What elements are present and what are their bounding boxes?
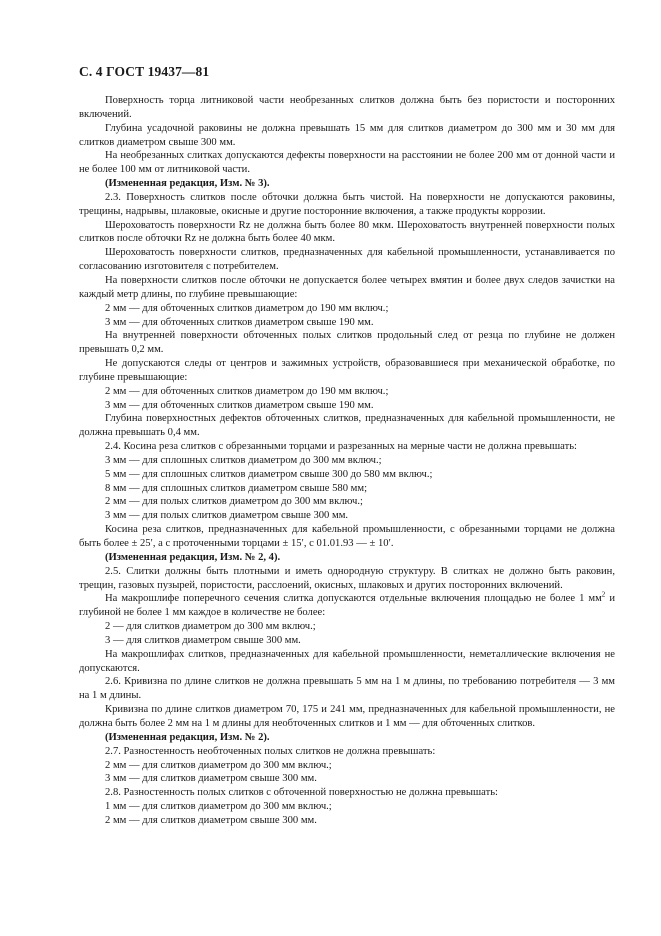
paragraph-2-6: 2.6. Кривизна по длине слитков не должна превышать 5 мм на 1 м длины, по требованию потребителя — 3 мм на 1 м длины.	[79, 676, 615, 702]
paragraph-2-8: 2.8. Разностенность полых слитков с обточенной поверхностью не должна превышать:	[105, 787, 498, 799]
list-item: 3 мм — для слитков диаметром свыше 300 мм.	[105, 773, 317, 785]
paragraph: Кривизна по длине слитков диаметром 70, 175 и 241 мм, предназначенных для кабельной промышленности, не должна быть более 2 мм на 1 м длины для необточенных слитков и 1 мм — для обточенных слитков.	[79, 704, 615, 729]
list-item: 5 мм — для сплошных слитков диаметром свыше 300 до 580 мм включ.;	[105, 468, 433, 480]
list-item: 8 мм — для сплошных слитков диаметром свыше 580 мм;	[105, 482, 368, 494]
list-item: 2 мм — для обточенных слитков диаметром до 190 мм включ.;	[105, 302, 389, 314]
paragraph-2-7: 2.7. Разностенность необточенных полых слитков не должна превышать:	[105, 745, 436, 757]
revision-note: (Измененная редакция, Изм. № 2).	[105, 731, 270, 743]
list-item: 2 — для слитков диаметром до 300 мм включ.;	[105, 621, 316, 633]
list-item: 2 мм — для обточенных слитков диаметром до 190 мм включ.;	[105, 385, 389, 397]
list-item: 3 мм — для сплошных слитков диаметром до 300 мм включ.;	[105, 454, 382, 466]
paragraph: Глубина усадочной раковины не должна превышать 15 мм для слитков диаметром до 300 мм и 30 мм для слитков диаметром свыше 300 мм.	[79, 122, 615, 148]
paragraph-2-5: 2.5. Слитки должны быть плотными и иметь однородную структуру. В слитках не должно быть раковин, трещин, газовых пузырей, пористости, расслоений, окисных, шлаковых и других посторонних включений.	[79, 565, 615, 591]
paragraph: Косина реза слитков, предназначенных для кабельной промышленности, с обрезанными торцами не должна быть более ± 25′, а с проточенными торцами ± 15′, с 01.01.93 — ± 10′.	[79, 524, 615, 549]
paragraph-2-3: 2.3. Поверхность слитков после обточки должна быть чистой. На поверхности не допускаются раковины, трещины, надрывы, шлаковые, окисные и другие посторонние включения, а также продукты коррозии.	[79, 191, 615, 217]
superscript: 2	[601, 590, 606, 599]
paragraph: Глубина поверхностных дефектов обточенных слитков, предназначенных для кабельной промышленности, не должна превышать 0,4 мм.	[79, 413, 615, 439]
page-header: С. 4 ГОСТ 19437—81	[79, 64, 210, 79]
list-item: 3 мм — для полых слитков диаметром свыше 300 мм.	[105, 510, 349, 522]
revision-note: (Измененная редакция, Изм. № 2, 4).	[105, 551, 281, 563]
paragraph: Не допускаются следы от центров и зажимных устройств, образовавшиеся при механической обработке, по глубине превышающие:	[79, 358, 615, 383]
paragraph: На необрезанных слитках допускаются дефекты поверхности на расстоянии не более 200 мм от донной части и не более 100 мм от литниковой части.	[79, 150, 615, 176]
paragraph: Шероховатость поверхности слитков, предназначенных для кабельной промышленности, устанавливается по согласованию изготовителя с потребителем.	[79, 247, 615, 273]
paragraph: На макрошлифах слитков, предназначенных для кабельной промышленности, неметаллические включения не допускаются.	[79, 648, 615, 674]
list-item: 2 мм — для слитков диаметром до 300 мм включ.;	[105, 759, 332, 771]
paragraph: Поверхность торца литниковой части необрезанных слитков должна быть без пористости и посторонних включений.	[79, 95, 615, 120]
paragraph-text: и глубиной не более 1 мм каждое в количестве не более:	[79, 593, 615, 619]
list-item: 3 — для слитков диаметром свыше 300 мм.	[105, 634, 301, 646]
list-item: 1 мм — для слитков диаметром до 300 мм включ.;	[105, 801, 332, 813]
paragraph: На поверхности слитков после обточки не допускается более четырех вмятин и более двух следов зачистки на каждый метр длины, по глубине превышающие:	[79, 274, 615, 300]
list-item: 2 мм — для полых слитков диаметром до 300 мм включ.;	[105, 496, 363, 508]
list-item: 3 мм — для обточенных слитков диаметром свыше 190 мм.	[105, 399, 374, 411]
paragraph: Шероховатость поверхности Rz не должна быть более 80 мкм. Шероховатость внутренней поверхности полых слитков после обточки Rz не должна быть более 40 мкм.	[79, 219, 615, 245]
document-body	[79, 94, 615, 828]
list-item: 3 мм — для обточенных слитков диаметром свыше 190 мм.	[105, 316, 374, 328]
list-item: 2 мм — для слитков диаметром свыше 300 мм.	[105, 814, 317, 826]
paragraph	[79, 592, 615, 620]
revision-note: (Измененная редакция, Изм. № 3).	[105, 178, 270, 190]
paragraph-2-4: 2.4. Косина реза слитков с обрезанными торцами и разрезанных на мерные части не должна превышать:	[105, 441, 577, 453]
paragraph-text: На макрошлифе поперечного сечения слитка допускаются отдельные включения площадью не более 1 мм	[105, 593, 602, 605]
paragraph: На внутренней поверхности обточенных полых слитков продольный след от резца по глубине не должен превышать 0,2 мм.	[79, 330, 615, 356]
